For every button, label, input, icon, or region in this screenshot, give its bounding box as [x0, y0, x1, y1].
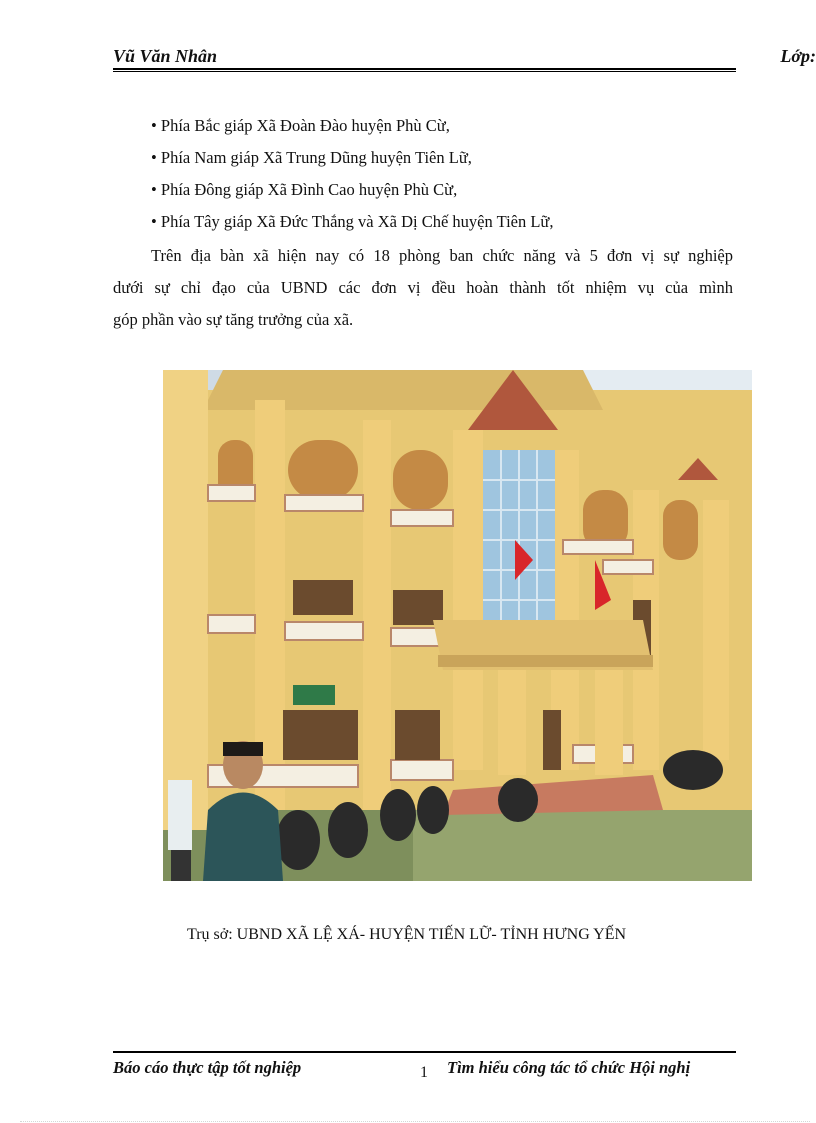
body-paragraph [113, 240, 733, 336]
office-building-photo [163, 370, 752, 881]
header-author: Vũ Văn Nhân [113, 46, 218, 66]
footer-topic: Tìm hiểu công tác tổ chức Hội nghị [447, 1058, 691, 1077]
header-rule-thick [113, 68, 736, 70]
border-item-south: • Phía Nam giáp Xã Trung Dũng huyện Tiên Lữ, [151, 148, 472, 167]
header-class-label: Lớp: [780, 46, 816, 66]
page-header [113, 44, 816, 70]
border-item-north: • Phía Bắc giáp Xã Đoàn Đào huyện Phù Cừ, [151, 116, 450, 135]
photo-caption: Trụ sở: UBND XÃ LỆ XÁ- HUYỆN TIẾN LỮ- TỈNH HƯNG YẾN [187, 926, 627, 943]
border-item-west: • Phía Tây giáp Xã Đức Thắng và Xã Dị Chế huyện Tiên Lữ, [151, 212, 554, 231]
header-rule-thin [113, 71, 736, 72]
page-number: 1 [420, 1064, 428, 1081]
border-list [151, 113, 554, 241]
footer-report-title: Báo cáo thực tập tốt nghiệp [113, 1058, 302, 1077]
paragraph-line-1: Trên địa bàn xã hiện nay có 18 phòng ban chức năng và 5 đơn vị sự nghiệp [151, 246, 733, 265]
paragraph-line-2: dưới sự chỉ đạo của UBND các đơn vị đều hoàn thành tốt nhiệm vụ của mình [113, 278, 733, 297]
border-item-east: • Phía Đông giáp Xã Đình Cao huyện Phù Cừ, [151, 180, 458, 199]
page-bottom-border [20, 1121, 810, 1122]
footer-rule [113, 1051, 736, 1053]
paragraph-line-3: góp phần vào sự tăng trưởng của xã. [113, 310, 354, 329]
